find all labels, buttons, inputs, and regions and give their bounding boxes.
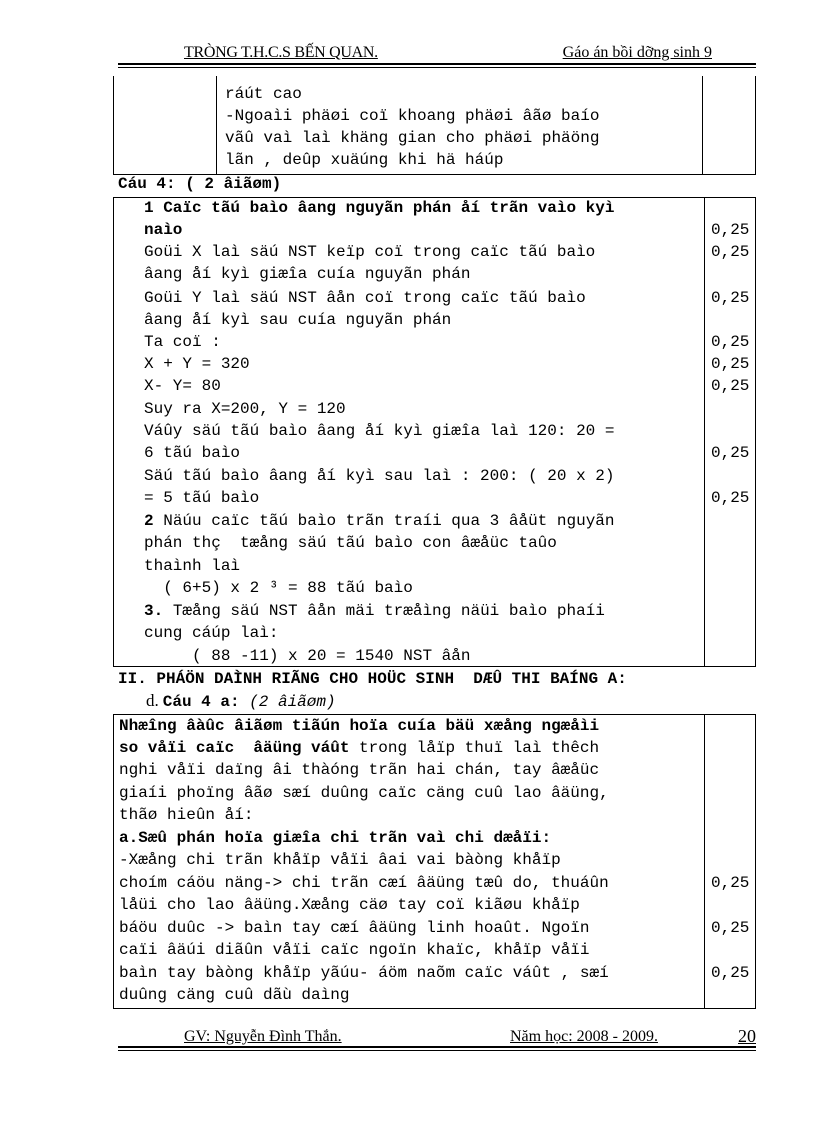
answer-line: Goüi X laì säú NST keïp coï trong caïc tãú baìo xyxy=(144,243,596,261)
answer-line: thãø hieûn åí: xyxy=(119,806,254,824)
text-line: ráút cao xyxy=(225,85,302,103)
question-4-heading: Cáu 4: ( 2 âiãøm) xyxy=(118,175,282,193)
score-column-divider xyxy=(704,197,705,667)
school-name: TRÒNG T.H.C.S BẾN QUAN. xyxy=(184,44,378,61)
score-cell: 0,25 xyxy=(711,919,750,937)
answer-line: Säú tãú baìo âang åí kyì sau laì : 200: ( 20 x 2) xyxy=(144,467,615,485)
answer-line: låüi cho lao âäüng.Xæång cäø tay coï kiãøu khåïp xyxy=(119,896,580,914)
answer-line-2 xyxy=(144,510,615,533)
answer-line: duûng cäng cuû dãù daìng xyxy=(119,986,350,1004)
question-4a-heading xyxy=(146,691,336,714)
part-number: 3. xyxy=(144,602,164,620)
footer-rule-thick xyxy=(118,1046,756,1048)
score-cell: 0,25 xyxy=(711,243,750,261)
answer-line: ( 6+5) x 2 ³ = 88 tãú baìo xyxy=(144,579,413,597)
answer-line: cung cáúp laì: xyxy=(144,624,279,642)
answer-line: phán thç tæång säú tãú baìo con âæåüc taûo xyxy=(144,534,557,552)
table-divider xyxy=(702,76,703,175)
page-footer xyxy=(118,1024,756,1046)
answer-line: caïi âäúi diãûn våïi caïc ngoïn khaïc, khåïp våïi xyxy=(119,941,590,959)
header-rule-thin xyxy=(118,67,756,68)
answer-line: Goüi Y laì säú NST âån coï trong caïc tãú baìo xyxy=(144,289,586,307)
answer-line: thaình laì xyxy=(144,557,241,575)
page-header xyxy=(118,40,756,62)
text-line: -Ngoaìi phäøi coï khoang phäøi âãø baío xyxy=(225,107,600,125)
score-cell: 0,25 xyxy=(711,289,750,307)
answer-line: choím cáöu näng-> chi trãn cæí âäüng tæû do, thuáûn xyxy=(119,874,609,892)
score-cell: 0,25 xyxy=(711,964,750,982)
answer-text: Tæång säú NST âån mäi træåìng näüi baìo phaíi xyxy=(172,602,605,620)
item-letter: d. xyxy=(146,691,159,710)
text-line: lãn , deûp xuäúng khi hä háúp xyxy=(225,151,504,169)
table-divider xyxy=(216,76,217,175)
answer-line: báöu duûc -> baìn tay cæí âäüng linh hoaût. Ngoïn xyxy=(119,919,590,937)
answer-line: naìo xyxy=(144,221,183,239)
question-label: Cáu 4 a: xyxy=(162,693,240,711)
answer-line: âang åí kyì sau cuía nguyãn phán xyxy=(144,311,452,329)
answer-line: Ta coï : xyxy=(144,333,221,351)
score-cell: 0,25 xyxy=(711,874,750,892)
answer-line: nghi våïi daïng âi thàóng trãn hai chán, tay âæåüc xyxy=(119,761,600,779)
score-cell: 0,25 xyxy=(711,444,750,462)
answer-line: = 5 tãú baìo xyxy=(144,489,260,507)
answer-line: -Xæång chi trãn khåïp våïi âai vai bàòng khåïp xyxy=(119,851,561,869)
score-cell: 0,25 xyxy=(711,377,750,395)
answer-line: Váûy säú tãú baìo âang åí kyì giæîa laì 120: 20 = xyxy=(144,422,615,440)
school-year: Năm học: 2008 - 2009. xyxy=(510,1028,658,1045)
answer-line: 6 tãú baìo xyxy=(144,444,241,462)
footer-rule-thin xyxy=(118,1050,756,1051)
document-title: Gáo án bồi dỡng sinh 9 xyxy=(562,44,712,61)
score-cell: 0,25 xyxy=(711,355,750,373)
score-cell: 0,25 xyxy=(711,333,750,351)
answer-text: trong låïp thuï laì thêch xyxy=(349,739,600,757)
answer-line-3 xyxy=(144,600,605,623)
question-points: (2 âiãøm) xyxy=(239,693,336,711)
answer-line: giaíi phoïng âãø sæí duûng caïc cäng cuû lao âäüng, xyxy=(119,784,609,802)
answer-line: 1 Caïc tãú baìo âang nguyãn phán åí trãn vaìo kyì xyxy=(144,199,615,217)
answer-line: baìn tay bàòng khåïp yãúu- áöm naõm caïc váût , sæí xyxy=(119,964,609,982)
answer-line: X + Y = 320 xyxy=(144,355,250,373)
part-number: 2 xyxy=(144,512,154,530)
score-cell: 0,25 xyxy=(711,221,750,239)
bold-phrase: so våïi caïc âäüng váût xyxy=(119,739,350,757)
answer-line: a.Sæû phán hoïa giæîa chi trãn vaì chi dæåïi: xyxy=(119,829,552,847)
teacher-name: GV: Nguyễn Đình Thắn. xyxy=(184,1028,342,1045)
answer-line: Suy ra X=200, Y = 120 xyxy=(144,400,346,418)
header-rule-thick xyxy=(118,63,756,65)
score-cell: 0,25 xyxy=(711,489,750,507)
section-2-heading: II. PHÁÖN DAÌNH RIÃNG CHO HOÜC SINH DÆÛ THI BAÍNG A: xyxy=(118,670,627,688)
score-column-divider xyxy=(704,714,705,1009)
page-number: 20 xyxy=(738,1026,756,1046)
answer-line: Nhæîng âàûc âiãøm tiãún hoïa cuía bäü xæång ngæåìi xyxy=(119,717,600,735)
text-line: vãû vaì laì khäng gian cho phäøi phäöng xyxy=(225,129,600,147)
answer-line: X- Y= 80 xyxy=(144,377,221,395)
answer-text: Näúu caïc tãú baìo trãn traíi qua 3 âåüt nguyãn xyxy=(163,512,615,530)
answer-line: ( 88 -11) x 20 = 1540 NST âån xyxy=(144,647,471,665)
answer-line-inline xyxy=(119,737,599,760)
answer-line: âang åí kyì giæîa cuía nguyãn phán xyxy=(144,265,471,283)
